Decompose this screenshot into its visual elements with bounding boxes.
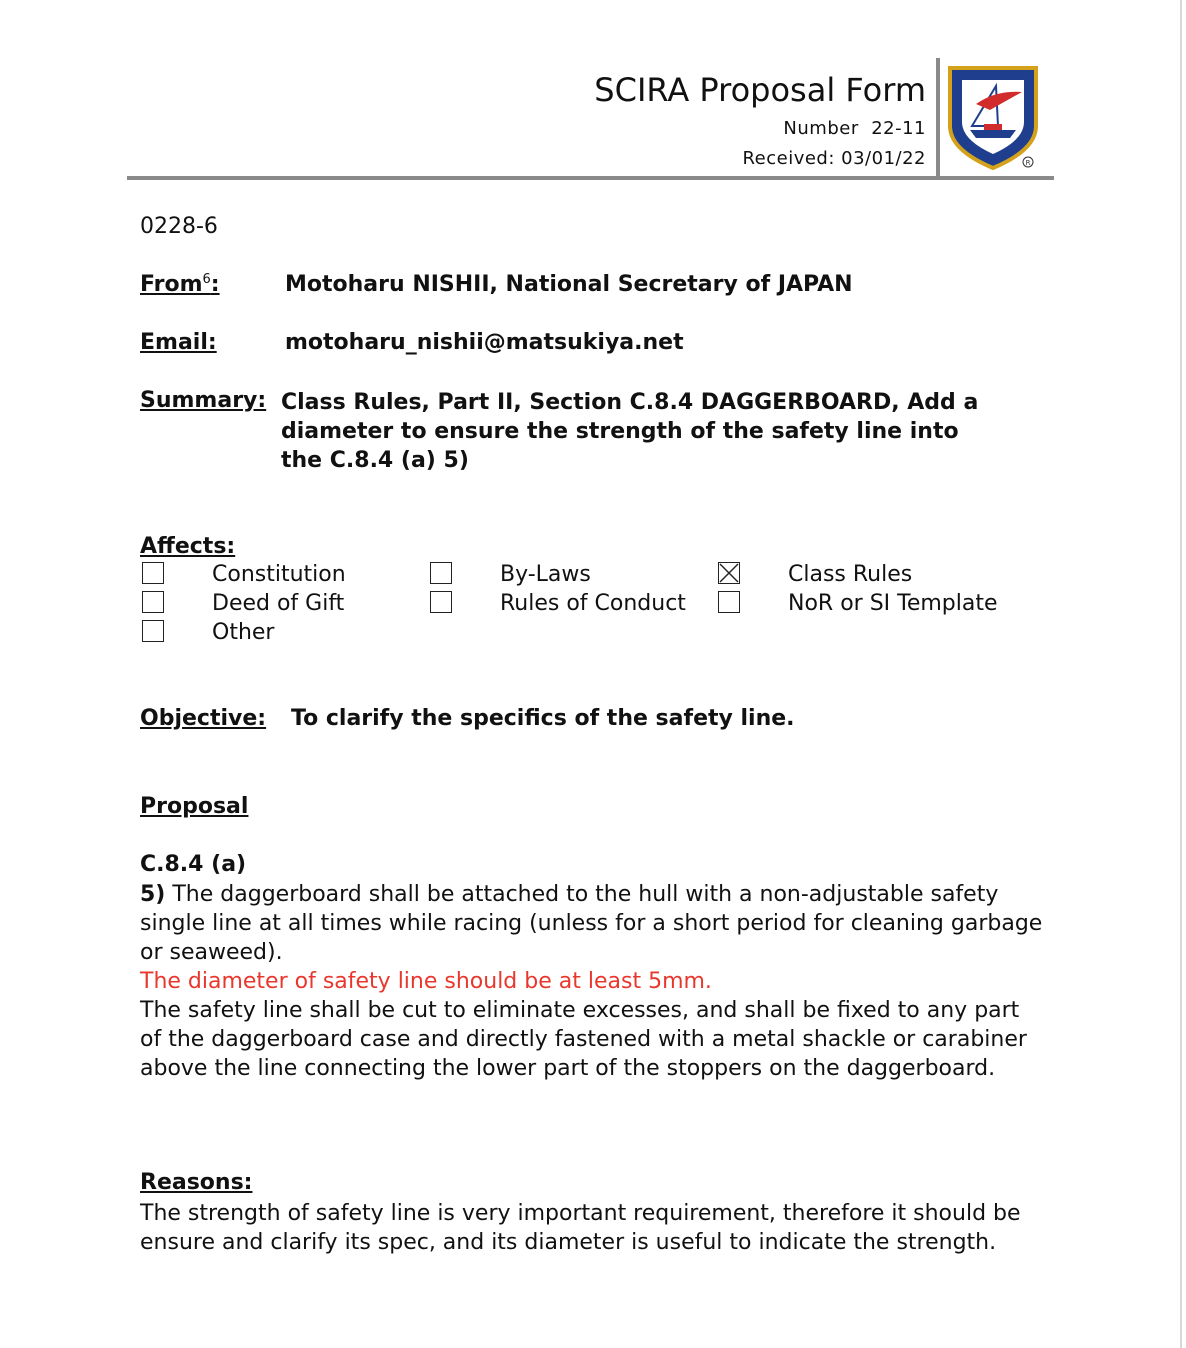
from-value: Motoharu NISHII, National Secretary of JAPAN — [285, 272, 853, 297]
number-value: 22-11 — [871, 118, 926, 139]
form-header — [594, 70, 926, 172]
checkbox-label-class-rules: Class Rules — [788, 562, 913, 587]
footnote-marker: 6 — [202, 272, 211, 287]
affects-label: Affects: — [140, 534, 236, 559]
checkbox-by-laws[interactable] — [430, 562, 452, 584]
rule-continuation: The safety line shall be cut to eliminate excesses, and shall be fixed to any part of the daggerboard case and directly fastened with a metal shackle or carabiner above the line connecting the lower part of the stoppers on the daggerboard. — [140, 998, 1027, 1081]
summary-label: Summary: — [140, 388, 267, 413]
international-snipe-class-logo-icon — [946, 64, 1040, 172]
checkbox-deed-of-gift[interactable] — [142, 591, 164, 613]
proposal-text — [140, 880, 1045, 1083]
rule-item-number: 5) — [140, 882, 166, 907]
form-title: SCIRA Proposal Form — [594, 71, 926, 109]
checkmark-x-icon — [719, 563, 739, 583]
email-label: Email: — [140, 330, 217, 355]
objective-label: Objective: — [140, 706, 267, 731]
rule-section-id: C.8.4 (a) — [140, 852, 247, 877]
checkbox-label-deed-of-gift: Deed of Gift — [212, 591, 345, 616]
email-value: motoharu_nishii@matsukiya.net — [285, 330, 684, 355]
rule-item-text: The daggerboard shall be attached to the hull with a non-adjustable safety single line at all times while racing (unless for a short period for cleaning garbage or seaweed). — [140, 882, 1043, 965]
header-divider-horizontal — [127, 176, 1054, 180]
checkbox-label-by-laws: By-Laws — [500, 562, 591, 587]
checkbox-nor-si-template[interactable] — [718, 591, 740, 613]
proposal-number — [594, 116, 926, 142]
page-edge — [1180, 0, 1182, 1348]
header-divider-vertical — [936, 58, 940, 180]
received-label: Received: — [742, 148, 835, 169]
reasons-text: The strength of safety line is very important requirement, therefore it should be ensure and clarify its spec, and its diameter is useful to indicate the strength. — [140, 1201, 1021, 1255]
proposed-addition: The diameter of safety line should be at least 5mm. — [140, 969, 712, 994]
checkbox-class-rules[interactable] — [718, 562, 740, 584]
checkbox-label-rules-of-conduct: Rules of Conduct — [500, 591, 686, 616]
document-id: 0228-6 — [140, 214, 218, 239]
checkbox-other[interactable] — [142, 620, 164, 642]
reasons-label: Reasons: — [140, 1170, 253, 1195]
checkbox-label-nor-si-template: NoR or SI Template — [788, 591, 998, 616]
from-label: From$^6$: — [140, 272, 220, 297]
received-value: 03/01/22 — [841, 148, 926, 169]
checkbox-constitution[interactable] — [142, 562, 164, 584]
number-label: Number — [783, 118, 859, 139]
proposal-label: Proposal — [140, 794, 249, 819]
received-date — [594, 146, 926, 172]
rule-item — [140, 880, 1045, 967]
checkbox-label-other: Other — [212, 620, 275, 645]
summary-value: Class Rules, Part II, Section C.8.4 DAGGERBOARD, Add a diameter to ensure the strength of the safety line into the C.8.4 (a) 5) — [281, 390, 979, 473]
checkbox-rules-of-conduct[interactable] — [430, 591, 452, 613]
checkbox-label-constitution: Constitution — [212, 562, 346, 587]
svg-text:R: R — [1025, 159, 1031, 167]
objective-value: To clarify the specifics of the safety line. — [291, 706, 795, 731]
